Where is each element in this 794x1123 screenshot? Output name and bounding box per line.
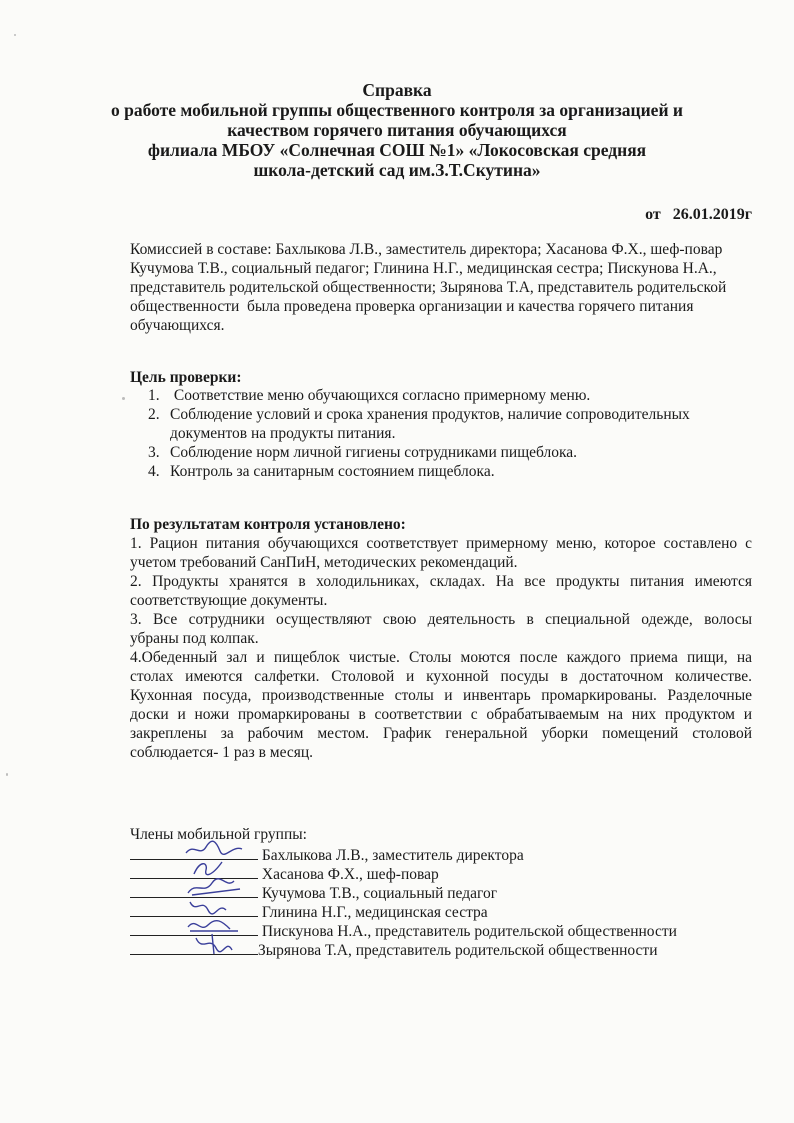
members-heading: Члены мобильной группы: (130, 826, 307, 843)
results-line: столах имеются салфетки. Столовой и кухонной посуды в достаточном количестве. (130, 668, 752, 685)
results-paragraph (130, 534, 752, 572)
results-body (130, 534, 752, 762)
title-line: Справка (362, 80, 432, 100)
goal-text: Соблюдение условий и срока хранения продуктов, наличие сопроводительных (170, 406, 690, 423)
scan-speck (122, 397, 125, 400)
member-row (130, 940, 677, 959)
goal-item (148, 443, 690, 462)
document-title (0, 80, 794, 180)
goal-item (148, 462, 690, 481)
results-line: Кухонная посуда, производственные столы и инвентарь промаркированы. Разделочные (130, 687, 752, 704)
results-line: учетом требований СанПиН, методических рекомендаций. (130, 554, 518, 571)
member-name: Кучумова Т.В., социальный педагог (258, 885, 498, 902)
goal-text-continuation: документов на продукты питания. (170, 425, 396, 442)
members-list (130, 845, 677, 959)
commission-line: общественности была проведена проверка организации и качества горячего питания (130, 298, 694, 315)
goal-text: Контроль за санитарным состоянием пищеблока. (170, 463, 495, 480)
goal-heading: Цель проверки: (130, 369, 242, 386)
commission-paragraph (130, 240, 726, 335)
goal-number: 4. (148, 463, 160, 480)
results-heading: По результатам контроля установлено: (130, 516, 406, 533)
goal-text: Соответствие меню обучающихся согласно примерному меню. (170, 387, 591, 404)
results-line: убраны под колпак. (130, 630, 259, 647)
goal-number: 1. (148, 387, 160, 404)
signature-icon (182, 932, 252, 956)
goal-number: 2. (148, 406, 160, 423)
title-line: качеством горячего питания обучающихся (227, 120, 567, 140)
member-name: Зырянова Т.А, представитель родительской общественности (258, 942, 658, 959)
title-line: о работе мобильной группы общественного контроля за организацией и (111, 100, 683, 120)
commission-line: представитель родительской общественности; Зырянова Т.А, представитель родительской (130, 279, 727, 296)
member-name: Бахлыкова Л.В., заместитель директора (258, 847, 524, 864)
goal-text: Соблюдение норм личной гигиены сотрудниками пищеблока. (170, 444, 578, 461)
commission-line: обучающихся. (130, 317, 225, 334)
results-line: 1. Рацион питания обучающихся соответствует примерному меню, которое составлено с (130, 535, 752, 552)
results-paragraph (130, 572, 752, 610)
results-line: соблюдается- 1 раз в месяц. (130, 744, 314, 761)
goal-list (148, 386, 690, 481)
results-paragraph (130, 610, 752, 648)
member-name: Хасанова Ф.Х., шеф-повар (258, 866, 439, 883)
results-line: 2. Продукты хранятся в холодильниках, складах. На все продукты питания имеются (130, 573, 752, 590)
scan-speck (6, 773, 8, 776)
title-line: школа-детский сад им.З.Т.Скутина» (253, 160, 541, 180)
commission-line: Кучумова Т.В., социальный педагог; Глинина Н.Г., медицинская сестра; Пискунова Н.А., (130, 260, 717, 277)
goal-number: 3. (148, 444, 160, 461)
results-line: закреплены за рабочим местом. График генеральной уборки помещений столовой (130, 725, 752, 742)
results-line: доски и ножи промаркированы в соответствии с обрабатываемым на них продуктом и (130, 706, 752, 723)
results-line: 4.Обеденный зал и пищеблок чистые. Столы моются после каждого приема пищи, на (130, 649, 752, 666)
results-line: 3. Все сотрудники осуществляют свою деятельность в специальной одежде, волосы (130, 611, 752, 628)
goal-item (148, 386, 690, 405)
title-line: филиала МБОУ «Солнечная СОШ №1» «Локосовская средняя (147, 140, 647, 160)
member-name: Пискунова Н.А., представитель родительской общественности (258, 923, 677, 940)
results-paragraph (130, 648, 752, 762)
goal-item (148, 405, 690, 424)
signature-line (130, 940, 258, 955)
document-date: от 26.01.2019г (645, 206, 752, 223)
scan-speck (14, 34, 16, 36)
results-line: соответствующие документы. (130, 592, 328, 609)
commission-line: Комиссией в составе: Бахлыкова Л.В., заместитель директора; Хасанова Ф.Х., шеф-повар (130, 241, 723, 258)
member-name: Глинина Н.Г., медицинская сестра (258, 904, 488, 921)
